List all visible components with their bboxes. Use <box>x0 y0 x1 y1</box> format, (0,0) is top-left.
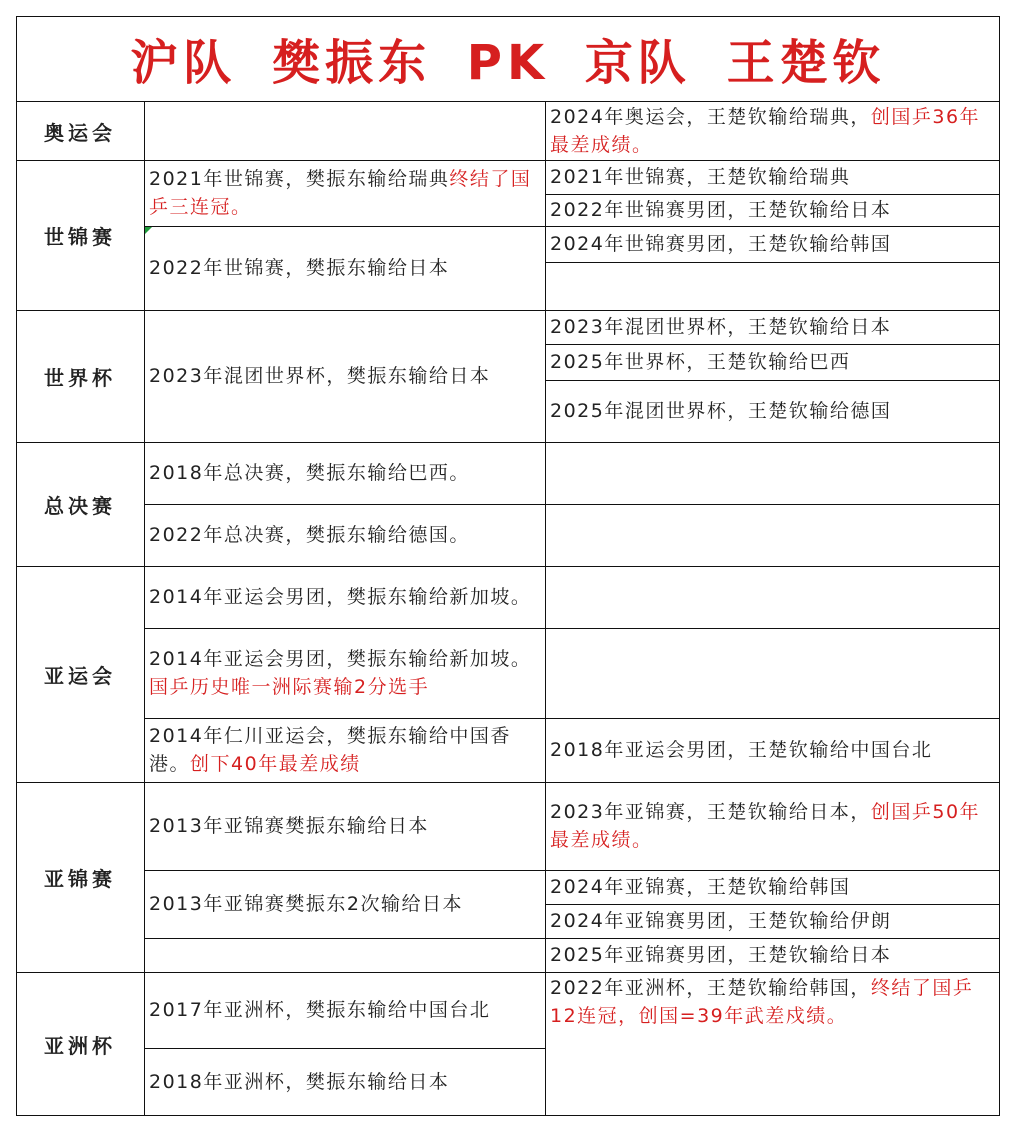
category-asian-games: 亚运会 <box>44 663 116 688</box>
record-highlight: 创下40年最差成绩 <box>190 753 361 775</box>
record-text: 2017年亚洲杯，樊振东输给中国台北 <box>149 999 491 1021</box>
fan-record-cell <box>145 718 545 782</box>
record-text: 2018年亚运会男团，王楚钦输给中国台北 <box>550 739 933 761</box>
fan-record-cell <box>145 226 545 310</box>
fan-record-cell <box>145 972 545 1048</box>
record-text: 2022年亚洲杯，王楚钦输给韩国， <box>550 977 871 999</box>
wang-record-cell <box>546 870 1000 904</box>
record-text: 2013年亚锦赛樊振东2次输给日本 <box>149 893 463 915</box>
record-text: 2021年世锦赛，王楚钦输给瑞典 <box>550 166 851 188</box>
category-asia-cup: 亚洲杯 <box>44 1033 116 1058</box>
record-text: 2021年世锦赛，樊振东输给瑞典 <box>149 168 450 190</box>
category-world-cup: 世界杯 <box>44 365 116 390</box>
wang-record-cell <box>546 310 1000 344</box>
wang-record-cell <box>546 782 1000 870</box>
record-text: 2024年亚锦赛，王楚钦输给韩国 <box>550 876 851 898</box>
record-highlight: 终结了国乒12连冠，创国=39年武差戍绩。 <box>550 977 974 1027</box>
fan-record-cell <box>145 442 545 504</box>
fan-record-cell <box>145 160 545 226</box>
record-text: 2022年世锦赛，樊振东输给日本 <box>149 257 450 279</box>
record-text: 2023年亚锦赛，王楚钦输给日本， <box>550 801 871 823</box>
record-text: 2022年总决赛，樊振东输给德国。 <box>149 524 470 546</box>
wang-record-cell <box>546 938 1000 972</box>
fan-record-cell <box>145 782 545 870</box>
fan-record-cell <box>145 566 545 628</box>
record-highlight: 国乒历史唯一洲际赛输2分选手 <box>149 676 430 698</box>
category-world-championships: 世锦赛 <box>44 224 116 249</box>
record-text: 2018年亚洲杯，樊振东输给日本 <box>149 1071 450 1093</box>
record-text: 2014年亚运会男团，樊振东输给新加坡。 <box>149 586 532 608</box>
wang-record-cell <box>546 904 1000 938</box>
fan-record-cell <box>145 310 545 442</box>
record-text: 2025年亚锦赛男团，王楚钦输给日本 <box>550 944 892 966</box>
wang-record-cell <box>546 972 1000 1116</box>
wang-record-cell <box>546 344 1000 380</box>
record-highlight: 创国乒36年最差成绩。 <box>550 106 981 156</box>
record-text: 2023年混团世界杯，樊振东输给日本 <box>149 365 491 387</box>
wang-record-cell <box>546 226 1000 262</box>
wang-record-cell <box>546 160 1000 194</box>
wang-record-cell <box>546 102 1000 160</box>
record-text: 2025年世界杯，王楚钦输给巴西 <box>550 351 851 373</box>
record-highlight: 终结了国乒三连冠。 <box>149 168 532 218</box>
category-asian-championships: 亚锦赛 <box>44 866 116 891</box>
category-finals: 总决赛 <box>44 493 116 518</box>
fan-record-cell <box>145 1048 545 1116</box>
record-text: 2024年奥运会，王楚钦输给瑞典， <box>550 106 871 128</box>
wang-record-cell <box>546 380 1000 442</box>
right-row-separator <box>545 262 1000 263</box>
record-highlight: 创国乒50年最差成绩。 <box>550 801 981 851</box>
page-title: 沪队 樊振东 PK 京队 王楚钦 <box>16 16 1000 102</box>
wang-record-cell <box>546 718 1000 782</box>
record-text: 2018年总决赛，樊振东输给巴西。 <box>149 462 470 484</box>
record-text: 2013年亚锦赛樊振东输给日本 <box>149 815 429 837</box>
record-text: 2024年世锦赛男团，王楚钦输给韩国 <box>550 233 892 255</box>
record-text: 2022年世锦赛男团，王楚钦输给日本 <box>550 199 892 221</box>
record-text: 2023年混团世界杯，王楚钦输给日本 <box>550 316 892 338</box>
left-row-separator <box>144 938 545 939</box>
record-text: 2024年亚锦赛男团，王楚钦输给伊朗 <box>550 910 892 932</box>
record-text: 2014年亚运会男团，樊振东输给新加坡。 <box>149 648 532 670</box>
record-text: 2014年仁川亚运会，樊振东输给中国香港。 <box>149 725 511 775</box>
right-row-separator <box>545 628 1000 629</box>
category-olympics: 奥运会 <box>44 120 116 145</box>
fan-record-cell <box>145 628 545 718</box>
right-row-separator <box>545 504 1000 505</box>
fan-record-cell <box>145 870 545 938</box>
wang-record-cell <box>546 194 1000 226</box>
record-text: 2025年混团世界杯，王楚钦输给德国 <box>550 400 892 422</box>
fan-record-cell <box>145 504 545 566</box>
